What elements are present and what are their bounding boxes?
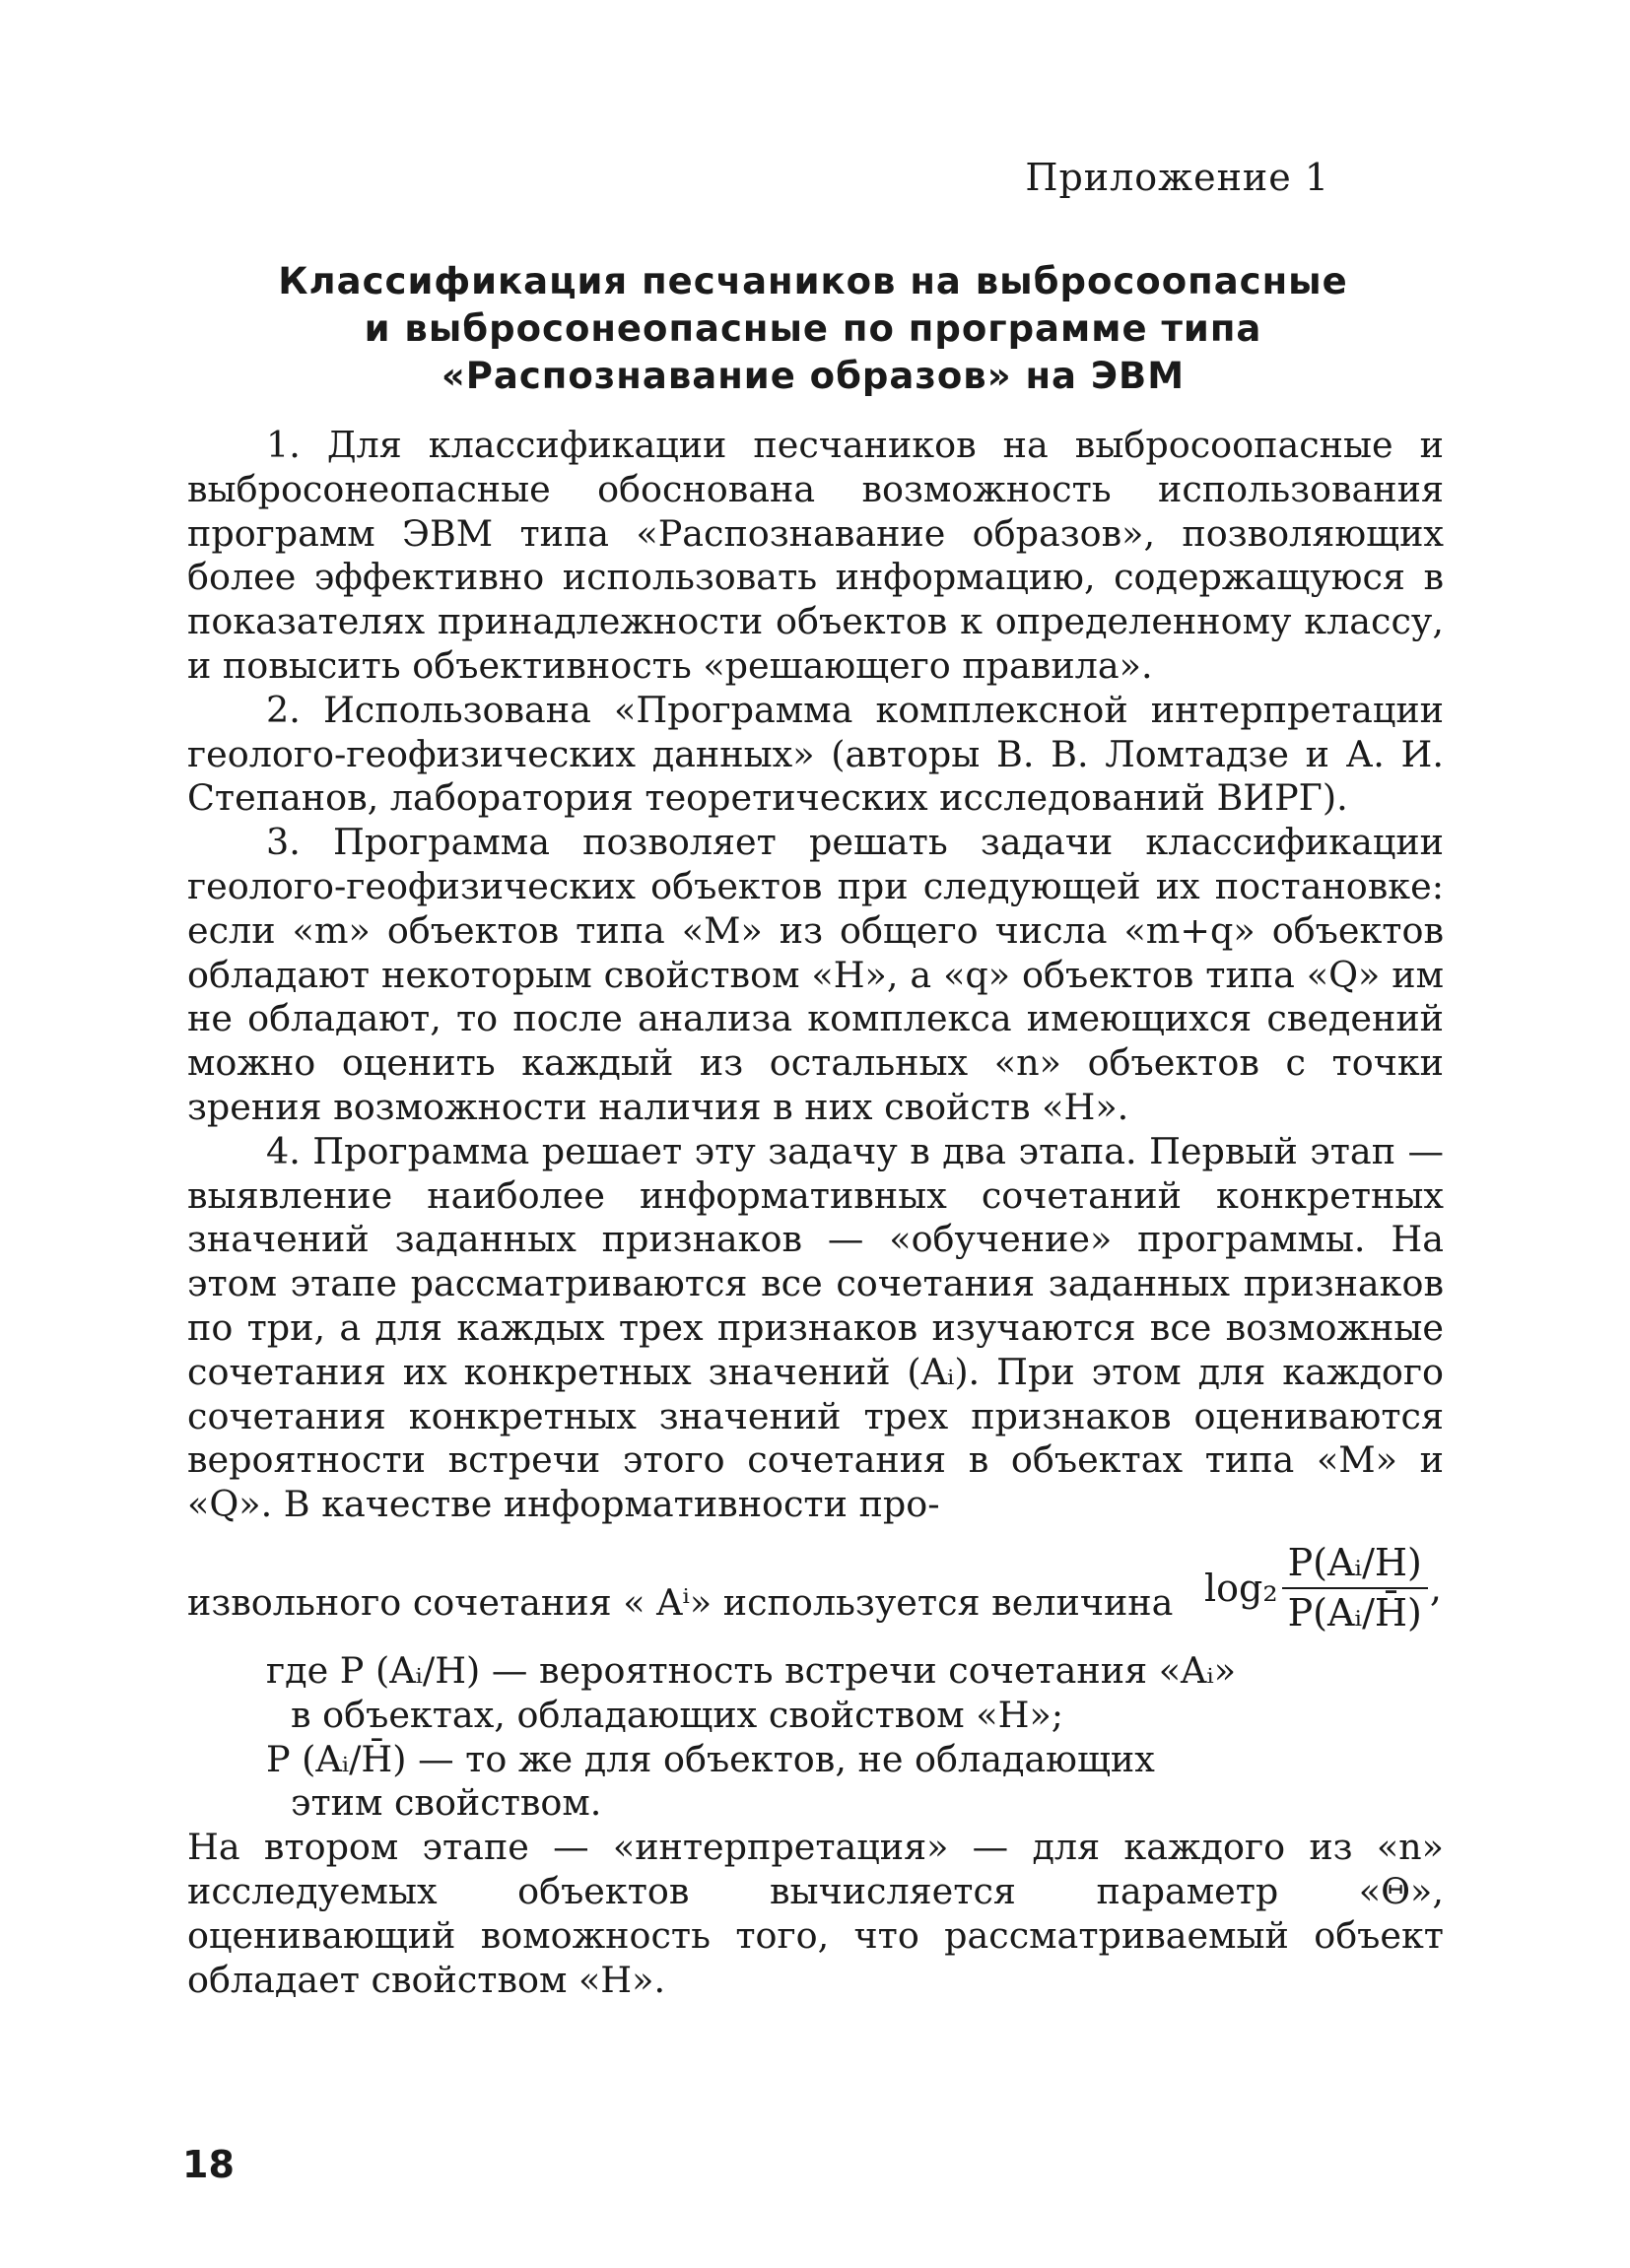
formula-log: log₂ [1204, 1566, 1278, 1610]
page-title [177, 258, 1449, 400]
title-line: Классификация песчаников на выбросоопасные [278, 260, 1348, 302]
formula-comma: , [1429, 1566, 1442, 1610]
paragraph-3: 3. Программа позволяет решать задачи классификации геолого-геофизических объектов при следующей их постановке: если «m» объектов типа «М» из общего числа «m+q» объектов обладают некоторым свойством «Н», а «q» объектов типа «Q» им не обладают, то после анализа комплекса имеющихся сведений можно оценить каждый из остальных «n» объектов с точки зрения возможности наличия в них свойств «Н». [187, 821, 1444, 1128]
definition-1 [187, 1649, 1444, 1738]
definition-2-line2: этим свойством. [291, 1781, 602, 1825]
paragraph-4: 4. Программа решает эту задачу в два этапа. Первый этап — выявление наиболее информативных сочетаний конкретных значений заданных признаков — «обучение» программы. На этом этапе рассматриваются все сочетания заданных признаков по три, а для каждых трех признаков изучаются все возможные сочетания их конкретных значений (Aᵢ). При этом для каждого сочетания конкретных значений трех признаков оцениваются вероятности встречи этого сочетания в объектах типа «М» и «Q». В качестве информативности про- [187, 1129, 1444, 1526]
paragraph-2: 2. Использована «Программа комплексной интерпретации геолого-геофизических данных» (авторы В. В. Ломтадзе и А. И. Степанов, лаборатория теоретических исследований ВИРГ). [187, 688, 1444, 820]
title-line: и выбросонеопасные по программе типа [364, 307, 1262, 350]
formula-denominator: P(Aᵢ/H̄) [1287, 1591, 1422, 1635]
formula-fraction [1282, 1541, 1428, 1635]
definitions [187, 1649, 1444, 1826]
body-text [187, 424, 1444, 2002]
definition-1-line2: в объектах, обладающих свойством «Н»; [291, 1693, 1064, 1736]
definition-2 [187, 1738, 1444, 1827]
page-number: 18 [182, 2143, 235, 2186]
paragraph-1: 1. Для классификации песчаников на выбросоопасные и выбросонеопасные обоснована возможность использования программ ЭВМ типа «Распознавание образов», позволяющих более эффективно использовать информацию, содержащуюся в показателях принадлежности объектов к определенному классу, и повысить объективность «решающего правила». [187, 424, 1444, 687]
stage-two-paragraph: На втором этапе — «интерпретация» — для каждого из «n» исследуемых объектов вычисляется параметр «Θ», оценивающий воможность того, что рассматриваемый объект обладает свойством «Н». [187, 1826, 1444, 2001]
formula-line [187, 1527, 1444, 1643]
formula-numerator: P(Aᵢ/H) [1282, 1541, 1428, 1589]
appendix-label: Приложение 1 [1025, 156, 1329, 199]
formula-lead-text: извольного сочетания « Aⁱ» используется величина [187, 1581, 1174, 1625]
title-line: «Распознавание образов» на ЭВМ [441, 355, 1186, 397]
definition-1-line1: где P (Aᵢ/H) — вероятность встречи сочетания «Aᵢ» [266, 1648, 1237, 1692]
informativeness-formula [1204, 1541, 1442, 1635]
definition-2-line1: P (Aᵢ/H̄) — то же для объектов, не обладающих [266, 1737, 1155, 1780]
